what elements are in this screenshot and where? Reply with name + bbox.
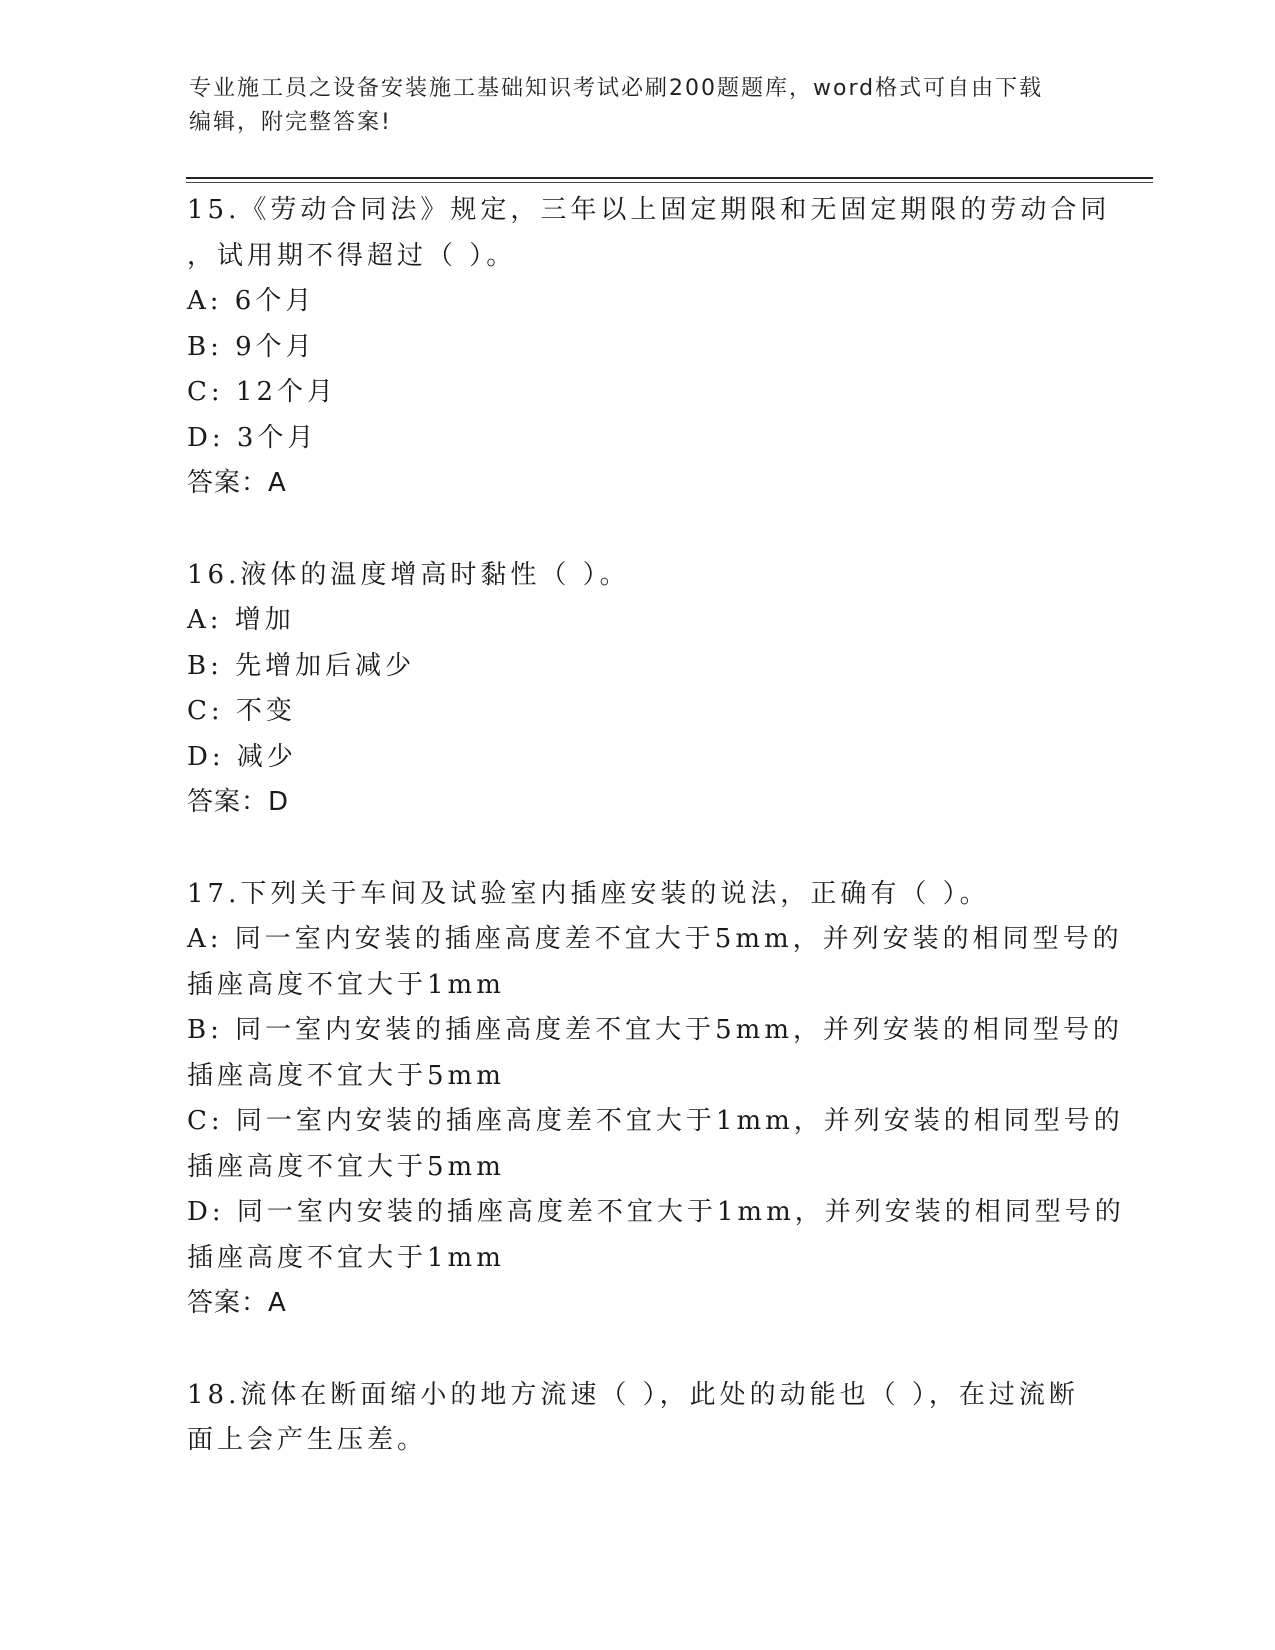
- question-stem-line: 17.下列关于车间及试验室内插座安装的说法，正确有（ ）。: [187, 878, 990, 909]
- question-block: [187, 1373, 1087, 1464]
- option-line: B: 先增加后减少: [187, 650, 416, 681]
- question-stem-line: 18.流体在断面缩小的地方流速（ ），此处的动能也（ ），在过流断: [187, 1379, 1079, 1410]
- option-line: 插座高度不宜大于5mm: [187, 1151, 505, 1182]
- option-line: D: 减少: [187, 741, 297, 772]
- answer-line: 答案：D: [187, 787, 290, 817]
- option-line: 插座高度不宜大于5mm: [187, 1060, 505, 1091]
- question-stem-line: 面上会产生压差。: [187, 1425, 428, 1455]
- question-list: [187, 188, 1125, 1510]
- question-stem-line: ，试用期不得超过（ ）。: [187, 240, 517, 271]
- document-header: [189, 72, 1089, 140]
- question-stem-line: 15.《劳动合同法》规定，三年以上固定期限和无固定期限的劳动合同: [187, 195, 1111, 225]
- option-line: C: 同一室内安装的插座高度差不宜大于1mm，并列安装的相同型号的: [187, 1106, 1124, 1136]
- option-line: B: 同一室内安装的插座高度差不宜大于5mm，并列安装的相同型号的: [187, 1015, 1123, 1045]
- option-line: A: 增加: [187, 605, 295, 635]
- option-line: D: 同一室内安装的插座高度差不宜大于1mm，并列安装的相同型号的: [187, 1197, 1125, 1227]
- question-block: [187, 872, 1125, 1327]
- option-line: B: 9个月: [187, 331, 316, 362]
- question-stem-line: 16.液体的温度增高时黏性（ ）。: [187, 559, 630, 590]
- header-divider-thick: [186, 177, 1153, 179]
- option-line: 插座高度不宜大于1mm: [187, 1242, 505, 1273]
- question-block: [187, 553, 1087, 826]
- answer-line: 答案：A: [187, 1288, 287, 1318]
- question-block: [187, 188, 1111, 507]
- header-divider-thin: [186, 182, 1153, 183]
- header-line-2: 编辑，附完整答案!: [189, 110, 392, 135]
- answer-line: 答案：A: [187, 468, 287, 498]
- option-line: 插座高度不宜大于1mm: [187, 969, 505, 1000]
- header-line-1: 专业施工员之设备安装施工基础知识考试必刷200题题库，word格式可自由下载: [189, 76, 1044, 101]
- option-line: C: 不变: [187, 696, 296, 726]
- option-line: A: 6个月: [187, 286, 316, 316]
- option-line: D: 3个月: [187, 422, 318, 453]
- option-line: A: 同一室内安装的插座高度差不宜大于5mm，并列安装的相同型号的: [187, 924, 1123, 954]
- option-line: C: 12个月: [187, 377, 338, 407]
